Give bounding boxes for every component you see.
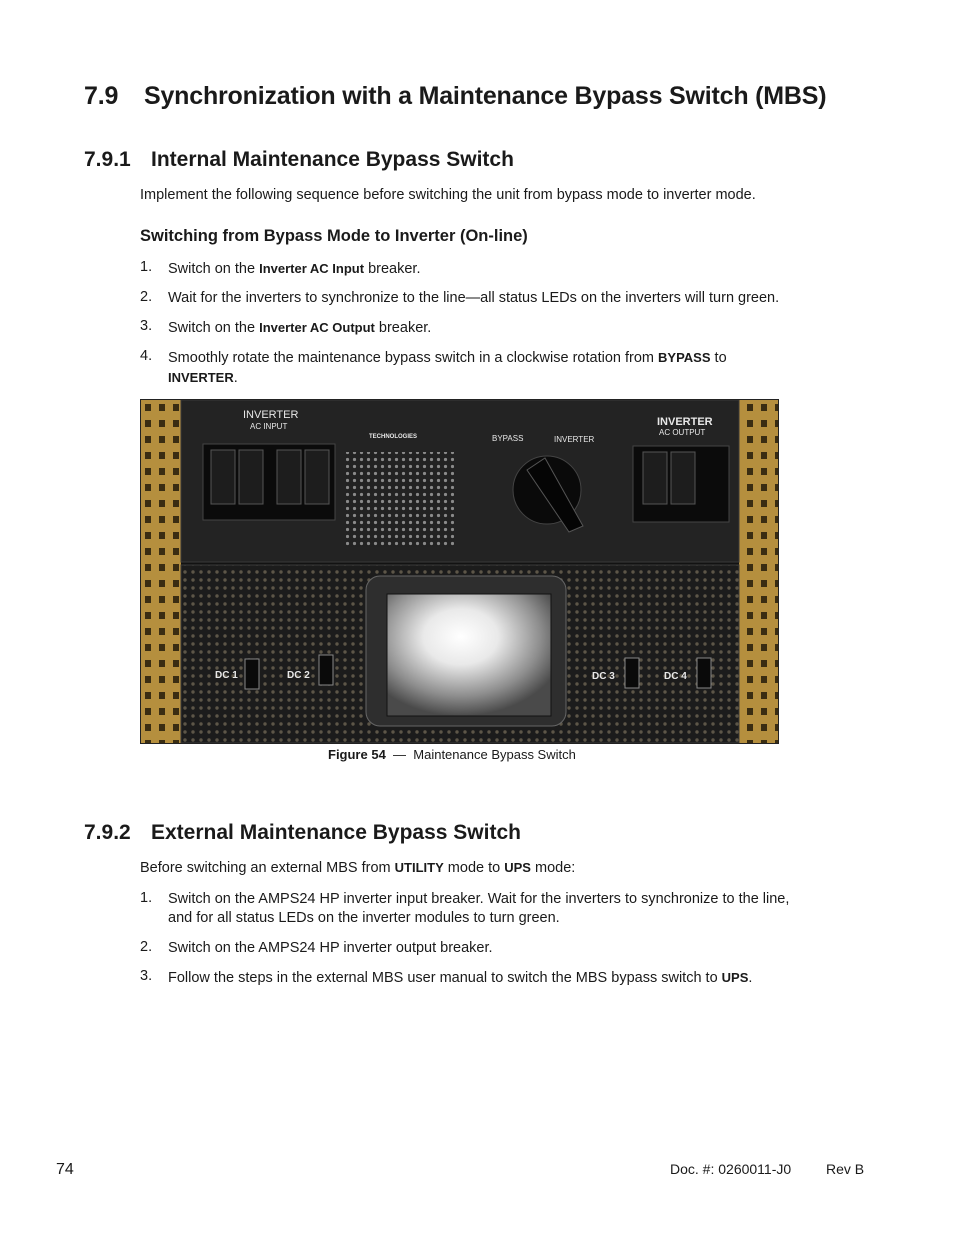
label-dc2: DC 2 bbox=[287, 670, 310, 681]
label-dc1: DC 1 bbox=[215, 670, 238, 681]
label-dc4: DC 4 bbox=[664, 671, 687, 682]
step-text: Switch on the AMPS24 HP inverter input breaker. Wait for the inverters to synchronize to the line, and for all status LEDs on the inverter modules to turn green. bbox=[168, 891, 790, 926]
step-number: 3. bbox=[140, 968, 153, 984]
procedure-heading: Switching from Bypass Mode to Inverter (On-line) bbox=[140, 227, 528, 245]
doc-number: Doc. #: 0260011-J0 bbox=[670, 1161, 792, 1177]
label-ac-input: AC INPUT bbox=[250, 422, 288, 431]
label-inverter-ac-output: INVERTER bbox=[657, 416, 713, 428]
subsection-heading-2 bbox=[84, 821, 521, 845]
step-text: Follow the steps in the external MBS user manual to switch the MBS bypass switch to UPS. bbox=[168, 970, 753, 986]
figure-caption: Figure 54 — Maintenance Bypass Switch bbox=[328, 747, 576, 762]
subsection-number: 7.9.2 bbox=[84, 821, 131, 844]
step-number: 2. bbox=[140, 939, 153, 955]
step-text: Switch on the Inverter AC Output breaker. bbox=[168, 320, 432, 336]
step-text: Switch on the AMPS24 HP inverter output breaker. bbox=[168, 940, 493, 956]
rack-rail-right bbox=[739, 400, 778, 743]
step-number: 2. bbox=[140, 289, 153, 305]
step-number: 1. bbox=[140, 890, 153, 906]
label-dc3: DC 3 bbox=[592, 671, 615, 682]
step-text: Smoothly rotate the maintenance bypass switch in a clockwise rotation from BYPASS to INVERTER. bbox=[168, 350, 727, 386]
label-bypass: BYPASS bbox=[492, 434, 524, 443]
label-inverter: INVERTER bbox=[554, 435, 595, 444]
rack-rail-left bbox=[141, 400, 181, 743]
page-number: 74 bbox=[56, 1161, 74, 1178]
intro-paragraph: Before switching an external MBS from UTILITY mode to UPS mode: bbox=[140, 860, 576, 876]
mbs-panel-illustration bbox=[141, 400, 778, 743]
step-number: 4. bbox=[140, 348, 153, 364]
revision: Rev B bbox=[826, 1161, 865, 1177]
subsection-title: External Maintenance Bypass Switch bbox=[151, 821, 521, 844]
section-title: Synchronization with a Maintenance Bypass Switch (MBS) bbox=[144, 82, 827, 110]
section-number: 7.9 bbox=[84, 82, 119, 110]
section-heading bbox=[84, 82, 826, 111]
step-text: Switch on the Inverter AC Input breaker. bbox=[168, 261, 421, 277]
subsection-title: Internal Maintenance Bypass Switch bbox=[151, 148, 514, 171]
label-inverter-ac-input: INVERTER bbox=[243, 409, 299, 421]
figure-photo bbox=[140, 399, 779, 744]
label-ac-output: AC OUTPUT bbox=[659, 428, 706, 437]
brand-logo: TECHNOLOGIES bbox=[369, 434, 418, 440]
subsection-number: 7.9.1 bbox=[84, 148, 131, 171]
step-number: 3. bbox=[140, 318, 153, 334]
subsection-heading-1 bbox=[84, 148, 514, 172]
step-text: Wait for the inverters to synchronize to the line—all status LEDs on the inverters will turn green. bbox=[168, 290, 780, 306]
intro-paragraph: Implement the following sequence before switching the unit from bypass mode to inverter mode. bbox=[140, 187, 756, 203]
step-number: 1. bbox=[140, 259, 153, 275]
